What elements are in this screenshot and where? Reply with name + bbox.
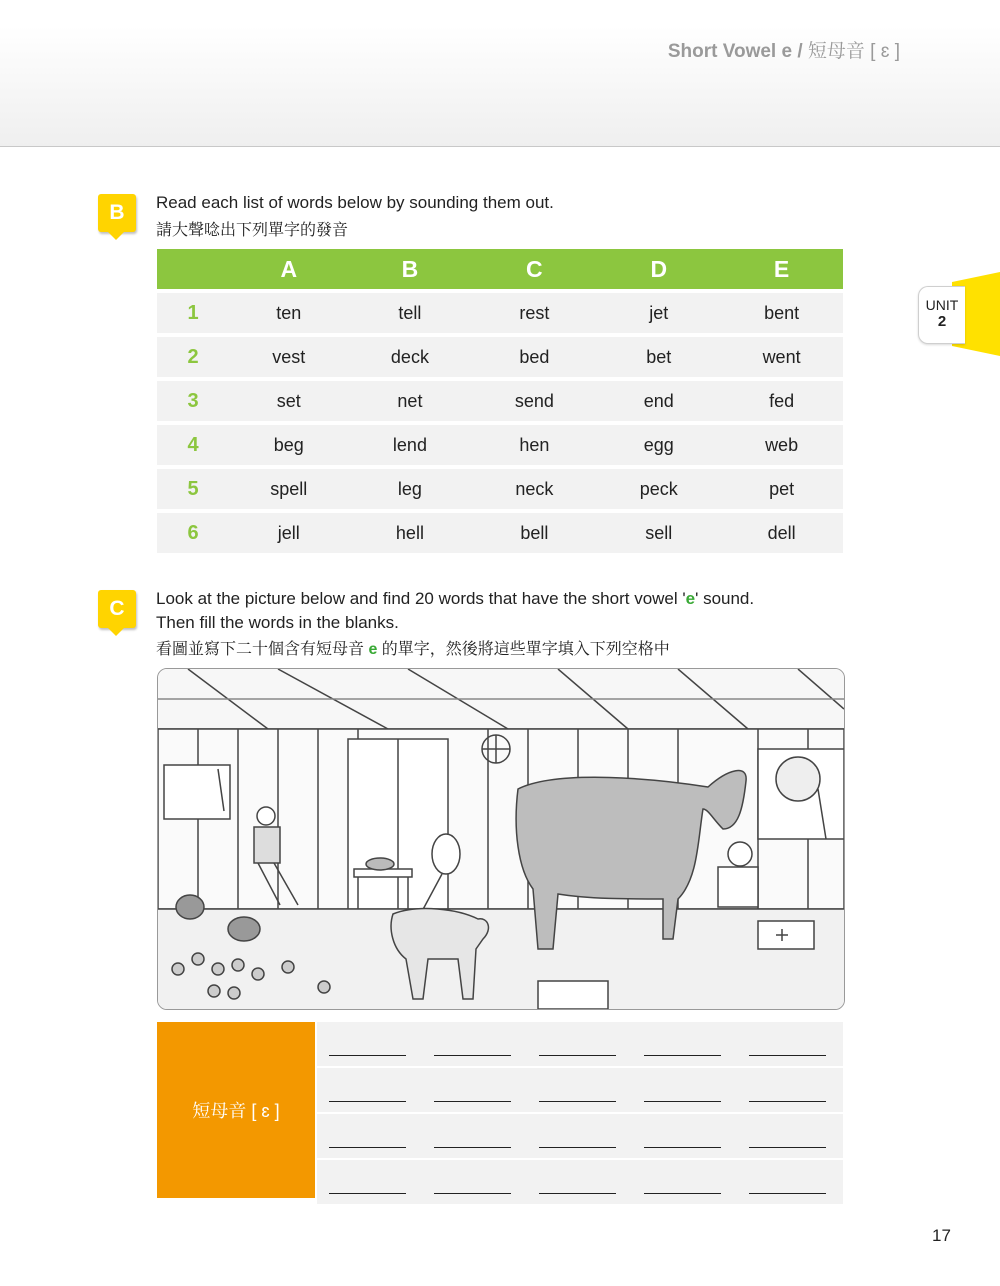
answer-blank[interactable] (539, 1193, 616, 1194)
table-row (157, 377, 843, 421)
answer-blank[interactable] (644, 1101, 721, 1102)
word-cell: hell (349, 509, 472, 553)
answer-row (317, 1112, 843, 1158)
answer-blank[interactable] (749, 1101, 826, 1102)
word-cell: hen (471, 421, 597, 465)
word-cell: end (597, 377, 720, 421)
answer-blank[interactable] (539, 1055, 616, 1056)
word-cell: send (471, 377, 597, 421)
table-row (157, 465, 843, 509)
column-header: E (720, 249, 843, 289)
column-header: A (229, 249, 349, 289)
word-cell: beg (229, 421, 349, 465)
answer-blank[interactable] (539, 1147, 616, 1148)
row-number: 1 (157, 289, 229, 333)
answer-blank[interactable] (644, 1055, 721, 1056)
table-row (157, 289, 843, 333)
word-cell: bent (720, 289, 843, 333)
answer-blank[interactable] (329, 1101, 406, 1102)
answer-blank[interactable] (749, 1193, 826, 1194)
word-cell: neck (471, 465, 597, 509)
word-cell: dell (720, 509, 843, 553)
word-cell: went (720, 333, 843, 377)
section-c-instruction: Look at the picture below and find 20 words that have the short vowel 'e' sound. Then fill the words in the blanks. (156, 589, 755, 632)
word-cell: bet (597, 333, 720, 377)
row-number: 6 (157, 509, 229, 553)
word-cell: bell (471, 509, 597, 553)
word-cell: pet (720, 465, 843, 509)
table-row (157, 421, 843, 465)
answer-blank[interactable] (434, 1055, 511, 1056)
word-cell: bed (471, 333, 597, 377)
answer-blanks (317, 1022, 843, 1204)
page-header-title: Short Vowel e / 短母音 [ ɛ ] (667, 41, 900, 62)
word-cell: sell (597, 509, 720, 553)
table-row (157, 333, 843, 377)
word-cell: rest (471, 289, 597, 333)
word-cell: egg (597, 421, 720, 465)
table-row (157, 509, 843, 553)
answer-row (317, 1022, 843, 1066)
section-b-badge: B (98, 194, 136, 232)
row-number: 3 (157, 377, 229, 421)
page-number: 17 (932, 1226, 951, 1245)
section-b-instruction-zh: 請大聲唸出下列單字的發音 (156, 222, 349, 239)
column-header: D (597, 249, 720, 289)
answer-blank[interactable] (434, 1193, 511, 1194)
answer-blank[interactable] (329, 1147, 406, 1148)
word-cell: tell (349, 289, 472, 333)
answer-blank[interactable] (329, 1055, 406, 1056)
word-cell: jet (597, 289, 720, 333)
column-header: C (471, 249, 597, 289)
unit-tab: UNIT 2 (918, 286, 965, 344)
answer-blank[interactable] (644, 1193, 721, 1194)
word-cell: jell (229, 509, 349, 553)
answer-blank[interactable] (749, 1055, 826, 1056)
section-b-instruction: Read each list of words below by sounding them out. (156, 193, 554, 212)
answer-label: 短母音 [ ɛ ] (157, 1022, 315, 1198)
word-cell: lend (349, 421, 472, 465)
answer-blank[interactable] (434, 1101, 511, 1102)
word-cell: peck (597, 465, 720, 509)
answer-blank[interactable] (644, 1147, 721, 1148)
row-number: 5 (157, 465, 229, 509)
word-cell: vest (229, 333, 349, 377)
answer-row (317, 1066, 843, 1112)
answer-blank[interactable] (539, 1101, 616, 1102)
section-c-badge: C (98, 590, 136, 628)
word-cell: deck (349, 333, 472, 377)
answer-blank[interactable] (329, 1193, 406, 1194)
barn-illustration (157, 668, 845, 1010)
word-cell: leg (349, 465, 472, 509)
word-cell: set (229, 377, 349, 421)
row-number: 2 (157, 333, 229, 377)
word-table (157, 249, 843, 553)
answer-blank[interactable] (434, 1147, 511, 1148)
column-header: B (349, 249, 472, 289)
word-table-header (157, 249, 843, 289)
word-cell: fed (720, 377, 843, 421)
answer-row (317, 1158, 843, 1204)
word-cell: spell (229, 465, 349, 509)
answer-blank[interactable] (749, 1147, 826, 1148)
section-c-instruction-zh: 看圖並寫下二十個含有短母音 e 的單字，然後將這些單字填入下列空格中 (156, 641, 670, 658)
row-number: 4 (157, 421, 229, 465)
word-cell: net (349, 377, 472, 421)
header-empty (157, 249, 229, 289)
word-cell: ten (229, 289, 349, 333)
word-cell: web (720, 421, 843, 465)
